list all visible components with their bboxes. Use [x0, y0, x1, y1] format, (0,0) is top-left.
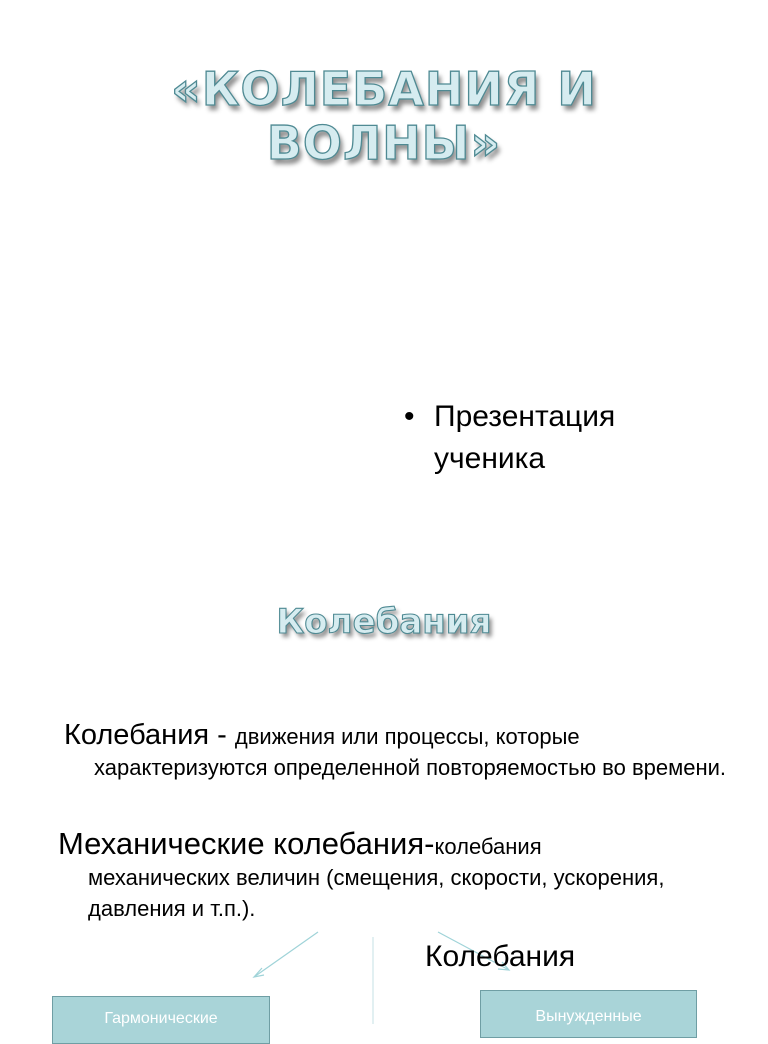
mechanical-separator: - [424, 826, 435, 861]
subtitle-line-2: ученика [434, 442, 546, 475]
definition-text-rest: характеризуются определенной повторяемостью во времени. [94, 755, 727, 780]
forced-box [480, 990, 697, 1038]
harmonic-box [52, 996, 270, 1044]
section-title: Колебания [276, 602, 492, 642]
definition-text-first: движения или процессы, которые [234, 724, 580, 749]
subtitle-line-1: Презентация [434, 400, 616, 433]
mechanical-text-rest: механических величин (смещения, скорости, ускорения, давления и т.п.). [88, 865, 665, 921]
slide-title-line-2: ВОЛНЫ» [266, 116, 502, 170]
slide-title-line-1: «КОЛЕБАНИЯ И [171, 62, 597, 116]
mechanical-text-first: колебания [434, 834, 542, 859]
arrow-to-harmonic [254, 932, 318, 977]
harmonic-box-label: Гармонические [104, 1010, 218, 1027]
diagram-root-label: Колебания [425, 940, 576, 973]
bullet-icon: • [404, 400, 415, 433]
mechanical-term: Механические колебания [58, 826, 425, 861]
definition-term: Колебания [64, 719, 210, 751]
forced-box-label: Вынужденные [535, 1008, 642, 1025]
definition-separator: - [209, 719, 235, 751]
arrow-head-harmonic-icon [254, 968, 264, 977]
